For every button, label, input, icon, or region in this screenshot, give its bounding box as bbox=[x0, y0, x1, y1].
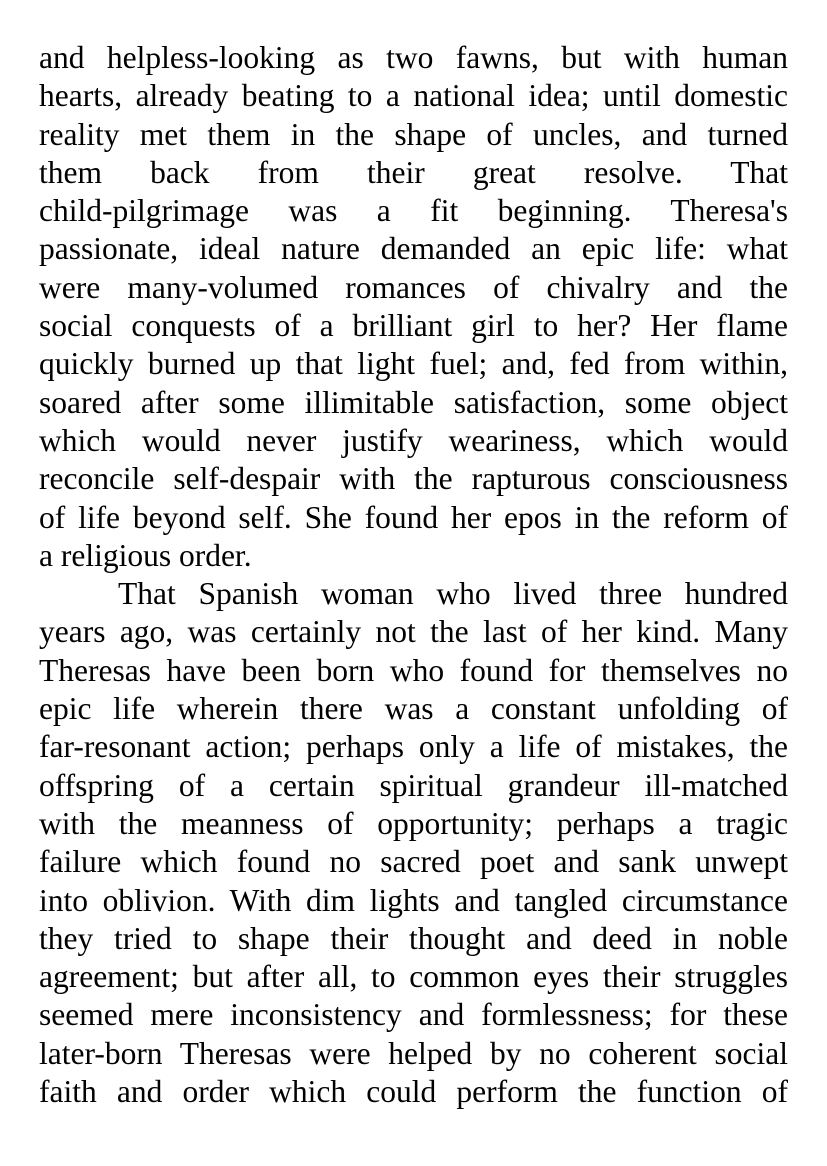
text-line: of life beyond self. She found her epos in the reform of bbox=[39, 499, 788, 535]
text-line: into oblivion. With dim lights and tangled circumstance bbox=[39, 882, 788, 918]
text-line: which would never justify weariness, which would bbox=[39, 422, 788, 458]
text-line: social conquests of a brilliant girl to her? Her flame bbox=[39, 308, 788, 344]
text-line: later-born Theresas were helped by no coherent social bbox=[39, 1035, 788, 1071]
text-line: reconcile self-despair with the rapturous consciousness bbox=[39, 461, 788, 497]
text-line: far-resonant action; perhaps only a life of mistakes, the bbox=[39, 729, 788, 765]
text-line: seemed mere inconsistency and formlessness; for these bbox=[39, 997, 788, 1033]
text-line: soared after some illimitable satisfaction, some object bbox=[39, 384, 788, 420]
text-line-indented: That Spanish woman who lived three hundred bbox=[118, 576, 788, 612]
book-page bbox=[39, 39, 788, 1111]
text-line: faith and order which could perform the function of bbox=[39, 1074, 788, 1110]
paragraph-fawns-and-epos bbox=[39, 39, 788, 575]
paragraph-later-born-theresas bbox=[39, 575, 788, 1111]
text-line: they tried to shape their thought and deed in noble bbox=[39, 920, 788, 956]
text-line: quickly burned up that light fuel; and, fed from within, bbox=[39, 346, 788, 382]
text-line: them back from their great resolve. That bbox=[39, 154, 788, 190]
text-line: offspring of a certain spiritual grandeur ill-matched bbox=[39, 767, 788, 803]
text-line: were many-volumed romances of chivalry and the bbox=[39, 269, 788, 305]
text-line: passionate, ideal nature demanded an epic life: what bbox=[39, 231, 788, 267]
text-line: epic life wherein there was a constant unfolding of bbox=[39, 691, 788, 727]
text-line: agreement; but after all, to common eyes their struggles bbox=[39, 959, 788, 995]
text-line-last: a religious order. bbox=[39, 537, 252, 573]
text-line: and helpless-looking as two fawns, but with human bbox=[39, 40, 788, 75]
text-line: years ago, was certainly not the last of her kind. Many bbox=[39, 614, 788, 650]
text-line: with the meanness of opportunity; perhaps a tragic bbox=[39, 805, 788, 841]
text-line: Theresas have been born who found for themselves no bbox=[39, 652, 788, 688]
text-line: child-pilgrimage was a fit beginning. Theresa's bbox=[39, 193, 788, 229]
text-line: reality met them in the shape of uncles, and turned bbox=[39, 116, 788, 152]
text-line: hearts, already beating to a national idea; until domestic bbox=[39, 78, 788, 114]
text-line: failure which found no sacred poet and sank unwept bbox=[39, 844, 788, 880]
